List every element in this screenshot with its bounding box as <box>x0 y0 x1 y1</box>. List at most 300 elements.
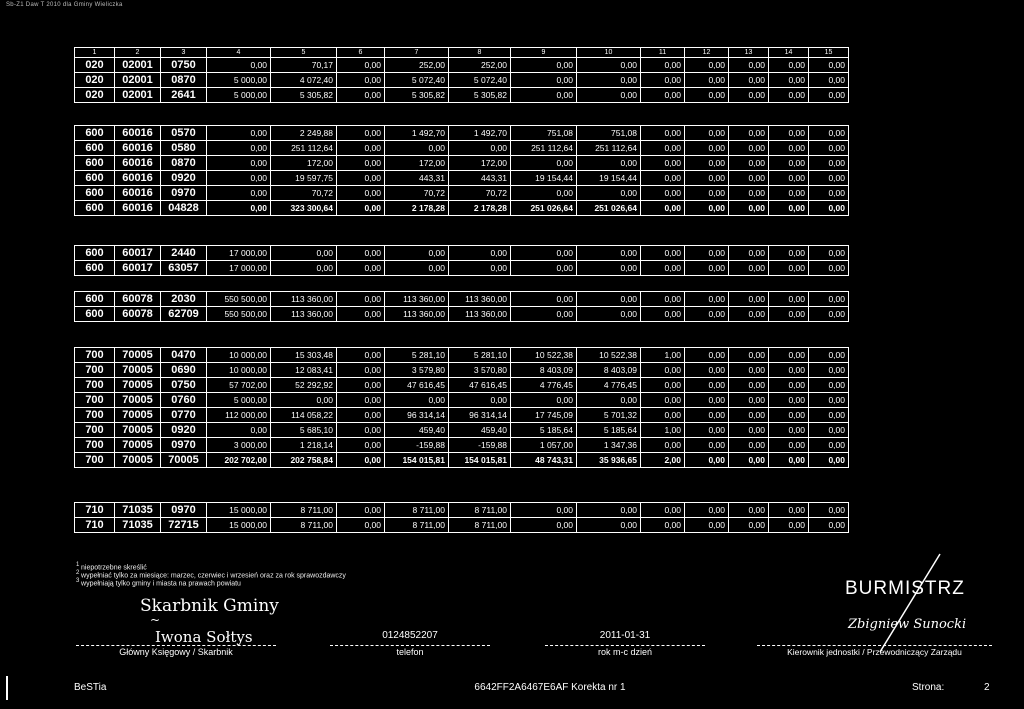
amount-cell: 0,00 <box>729 246 769 261</box>
footnote <box>76 578 241 587</box>
amount-cell: 5 072,40 <box>449 73 511 88</box>
paragraf-cell: 2440 <box>161 246 207 261</box>
amount-cell: 0,00 <box>809 438 849 453</box>
amount-cell: 0,00 <box>769 378 809 393</box>
amount-cell: 0,00 <box>769 518 809 533</box>
amount-cell: 0,00 <box>809 518 849 533</box>
phone-caption: telefon <box>396 647 424 657</box>
amount-cell: 0,00 <box>729 378 769 393</box>
amount-cell: 0,00 <box>577 292 641 307</box>
amount-cell: 0,00 <box>729 126 769 141</box>
paragraf-cell: 0570 <box>161 126 207 141</box>
column-header: 9 <box>511 48 577 58</box>
left-rule <box>6 676 8 700</box>
amount-cell: 252,00 <box>449 58 511 73</box>
amount-cell: 550 500,00 <box>207 307 271 322</box>
amount-cell: 0,00 <box>641 363 685 378</box>
amount-cell: 251 112,64 <box>577 141 641 156</box>
amount-cell: 459,40 <box>449 423 511 438</box>
amount-cell: 0,00 <box>729 503 769 518</box>
amount-cell: 0,00 <box>769 503 809 518</box>
rozdzial-cell: 60016 <box>115 171 161 186</box>
amount-cell: 0,00 <box>769 126 809 141</box>
amount-cell: 0,00 <box>577 73 641 88</box>
dzial-cell: 700 <box>75 453 115 468</box>
amount-cell: 0,00 <box>577 58 641 73</box>
amount-cell: 114 058,22 <box>271 408 337 423</box>
dzial-cell: 700 <box>75 408 115 423</box>
dzial-cell: 600 <box>75 201 115 216</box>
table-row <box>75 438 849 453</box>
amount-cell: 0,00 <box>769 307 809 322</box>
amount-cell: 0,00 <box>641 261 685 276</box>
table-row <box>75 348 849 363</box>
table-row <box>75 408 849 423</box>
amount-cell: 0,00 <box>337 503 385 518</box>
table-row <box>75 88 849 103</box>
footnote-text: wypełniać tylko za miesiące: marzec, czerwiec i wrzesień oraz za rok sprawozdawczy <box>81 572 346 580</box>
amount-cell: 154 015,81 <box>449 453 511 468</box>
amount-cell: 5 000,00 <box>207 393 271 408</box>
amount-cell: 0,00 <box>809 201 849 216</box>
amount-cell: 0,00 <box>729 453 769 468</box>
rozdzial-cell: 71035 <box>115 518 161 533</box>
dzial-cell: 700 <box>75 423 115 438</box>
amount-cell: 5 072,40 <box>385 73 449 88</box>
amount-cell: 5 000,00 <box>207 73 271 88</box>
rozdzial-cell: 60016 <box>115 201 161 216</box>
amount-cell: 459,40 <box>385 423 449 438</box>
dzial-cell: 600 <box>75 292 115 307</box>
phone-line <box>330 645 490 646</box>
amount-cell: 3 570,80 <box>449 363 511 378</box>
mayor-stamp-title: BURMISTRZ <box>845 578 965 599</box>
amount-cell: 10 000,00 <box>207 363 271 378</box>
amount-cell: 5 281,10 <box>449 348 511 363</box>
amount-cell: 5 281,10 <box>385 348 449 363</box>
amount-cell: 0,00 <box>511 58 577 73</box>
amount-cell: 17 745,09 <box>511 408 577 423</box>
amount-cell: 0,00 <box>337 348 385 363</box>
table-row <box>75 141 849 156</box>
paragraf-cell: 0750 <box>161 378 207 393</box>
amount-cell: 251 112,64 <box>511 141 577 156</box>
mayor-signature-mark <box>840 548 970 658</box>
amount-cell: 0,00 <box>271 393 337 408</box>
header-line: Sb-Z1 Daw T 2010 dla Gminy Wieliczka <box>6 2 123 8</box>
dzial-cell: 600 <box>75 171 115 186</box>
rozdzial-cell: 02001 <box>115 73 161 88</box>
amount-cell: 0,00 <box>729 141 769 156</box>
footnote-number: 2 <box>76 570 82 576</box>
amount-cell: 0,00 <box>685 186 729 201</box>
amount-cell: 113 360,00 <box>385 307 449 322</box>
amount-cell: 0,00 <box>809 453 849 468</box>
table-row <box>75 393 849 408</box>
amount-cell: 252,00 <box>385 58 449 73</box>
amount-cell: 0,00 <box>511 156 577 171</box>
amount-cell: 0,00 <box>641 307 685 322</box>
column-header: 10 <box>577 48 641 58</box>
amount-cell: 0,00 <box>769 201 809 216</box>
footnote-number: 3 <box>76 578 82 584</box>
amount-cell: 0,00 <box>577 393 641 408</box>
column-header: 7 <box>385 48 449 58</box>
amount-cell: 0,00 <box>337 261 385 276</box>
amount-cell: 0,00 <box>729 292 769 307</box>
amount-cell: 10 000,00 <box>207 348 271 363</box>
amount-cell: 0,00 <box>809 423 849 438</box>
amount-cell: 4 776,45 <box>511 378 577 393</box>
amount-cell: 0,00 <box>809 348 849 363</box>
amount-cell: 0,00 <box>769 393 809 408</box>
amount-cell: 0,00 <box>577 246 641 261</box>
amount-cell: 8 711,00 <box>385 503 449 518</box>
mayor-caption: Kierownik jednostki / Przewodniczący Zarządu <box>787 647 962 657</box>
rozdzial-cell: 71035 <box>115 503 161 518</box>
amount-cell: 0,00 <box>449 141 511 156</box>
column-header: 1 <box>75 48 115 58</box>
amount-cell: 0,00 <box>685 393 729 408</box>
amount-cell: 0,00 <box>769 261 809 276</box>
amount-cell: 0,00 <box>337 171 385 186</box>
rozdzial-cell: 70005 <box>115 453 161 468</box>
date-caption: rok m-c dzień <box>597 647 652 657</box>
amount-cell: 751,08 <box>511 126 577 141</box>
amount-cell: 0,00 <box>511 186 577 201</box>
amount-cell: 113 360,00 <box>449 307 511 322</box>
paragraf-cell: 0870 <box>161 73 207 88</box>
amount-cell: 0,00 <box>685 378 729 393</box>
amount-cell: 0,00 <box>685 408 729 423</box>
amount-cell: 0,00 <box>337 438 385 453</box>
rozdzial-cell: 70005 <box>115 408 161 423</box>
rozdzial-cell: 70005 <box>115 363 161 378</box>
amount-cell: 0,00 <box>337 307 385 322</box>
amount-cell: 0,00 <box>729 73 769 88</box>
amount-cell: 0,00 <box>769 438 809 453</box>
table-block <box>74 47 849 103</box>
amount-cell: 154 015,81 <box>385 453 449 468</box>
amount-cell: 0,00 <box>577 156 641 171</box>
amount-cell: 0,00 <box>809 503 849 518</box>
amount-cell: 0,00 <box>729 261 769 276</box>
amount-cell: 0,00 <box>809 171 849 186</box>
amount-cell: 172,00 <box>385 156 449 171</box>
amount-cell: 0,00 <box>769 88 809 103</box>
amount-cell: 0,00 <box>385 246 449 261</box>
table-row <box>75 307 849 322</box>
dzial-cell: 600 <box>75 246 115 261</box>
amount-cell: 8 711,00 <box>449 518 511 533</box>
amount-cell: 1 492,70 <box>385 126 449 141</box>
column-header-row <box>75 48 849 58</box>
amount-cell: 17 000,00 <box>207 246 271 261</box>
amount-cell: 0,00 <box>641 378 685 393</box>
amount-cell: 0,00 <box>685 261 729 276</box>
paragraf-cell: 70005 <box>161 453 207 468</box>
amount-cell: 0,00 <box>207 141 271 156</box>
treasurer-signature: ~ <box>150 613 161 627</box>
paragraf-cell: 0760 <box>161 393 207 408</box>
amount-cell: 0,00 <box>729 363 769 378</box>
amount-cell: 0,00 <box>207 126 271 141</box>
table-row <box>75 261 849 276</box>
dzial-cell: 600 <box>75 186 115 201</box>
amount-cell: 0,00 <box>729 58 769 73</box>
dzial-cell: 020 <box>75 73 115 88</box>
amount-cell: 113 360,00 <box>271 307 337 322</box>
amount-cell: 113 360,00 <box>385 292 449 307</box>
column-header: 15 <box>809 48 849 58</box>
column-header: 6 <box>337 48 385 58</box>
amount-cell: 15 303,48 <box>271 348 337 363</box>
amount-cell: 0,00 <box>337 378 385 393</box>
amount-cell: 0,00 <box>449 246 511 261</box>
amount-cell: 0,00 <box>337 156 385 171</box>
paragraf-cell: 0580 <box>161 141 207 156</box>
column-header: 3 <box>161 48 207 58</box>
rozdzial-cell: 60016 <box>115 186 161 201</box>
paragraf-cell: 0870 <box>161 156 207 171</box>
amount-cell: 172,00 <box>271 156 337 171</box>
table-row <box>75 423 849 438</box>
table-block <box>74 502 849 533</box>
amount-cell: 0,00 <box>511 246 577 261</box>
amount-cell: 0,00 <box>729 186 769 201</box>
treasurer-stamp-title: Skarbnik Gminy <box>140 596 279 616</box>
phone-value: 0124852207 <box>382 630 438 641</box>
amount-cell: 5 305,82 <box>449 88 511 103</box>
amount-cell: 0,00 <box>769 156 809 171</box>
amount-cell: 0,00 <box>577 307 641 322</box>
treasurer-line <box>76 645 276 646</box>
amount-cell: 1,00 <box>641 348 685 363</box>
amount-cell: 0,00 <box>641 201 685 216</box>
amount-cell: 0,00 <box>685 503 729 518</box>
amount-cell: 0,00 <box>809 292 849 307</box>
footnote-text: wypełniają tylko gminy i miasta na prawach powiatu <box>81 580 241 588</box>
amount-cell: 0,00 <box>337 73 385 88</box>
amount-cell: 0,00 <box>337 246 385 261</box>
column-header: 12 <box>685 48 729 58</box>
rozdzial-cell: 70005 <box>115 348 161 363</box>
amount-cell: 8 711,00 <box>271 518 337 533</box>
amount-cell: 0,00 <box>641 186 685 201</box>
paragraf-cell: 0470 <box>161 348 207 363</box>
amount-cell: 5 185,64 <box>511 423 577 438</box>
amount-cell: 0,00 <box>511 292 577 307</box>
table-row <box>75 201 849 216</box>
amount-cell: 0,00 <box>769 363 809 378</box>
amount-cell: 70,17 <box>271 58 337 73</box>
amount-cell: 0,00 <box>207 156 271 171</box>
amount-cell: 1 492,70 <box>449 126 511 141</box>
amount-cell: 0,00 <box>685 438 729 453</box>
rozdzial-cell: 60017 <box>115 261 161 276</box>
amount-cell: 0,00 <box>337 292 385 307</box>
amount-cell: 323 300,64 <box>271 201 337 216</box>
dzial-cell: 700 <box>75 363 115 378</box>
amount-cell: 0,00 <box>685 423 729 438</box>
amount-cell: 4 072,40 <box>271 73 337 88</box>
amount-cell: 0,00 <box>685 88 729 103</box>
amount-cell: 0,00 <box>511 261 577 276</box>
amount-cell: 0,00 <box>271 261 337 276</box>
paragraf-cell: 04828 <box>161 201 207 216</box>
amount-cell: 0,00 <box>337 88 385 103</box>
amount-cell: 443,31 <box>449 171 511 186</box>
amount-cell: 251 026,64 <box>577 201 641 216</box>
amount-cell: 0,00 <box>685 126 729 141</box>
paragraf-cell: 0970 <box>161 503 207 518</box>
amount-cell: -159,88 <box>449 438 511 453</box>
amount-cell: 0,00 <box>511 518 577 533</box>
amount-cell: 19 154,44 <box>577 171 641 186</box>
amount-cell: 172,00 <box>449 156 511 171</box>
amount-cell: 0,00 <box>337 453 385 468</box>
paragraf-cell: 0920 <box>161 171 207 186</box>
amount-cell: 0,00 <box>685 348 729 363</box>
paragraf-cell: 0770 <box>161 408 207 423</box>
footer-page-label: Strona: <box>912 682 945 693</box>
table-row <box>75 73 849 88</box>
amount-cell: 70,72 <box>449 186 511 201</box>
amount-cell: 0,00 <box>809 141 849 156</box>
amount-cell: 1,00 <box>641 423 685 438</box>
table-row <box>75 453 849 468</box>
column-header: 4 <box>207 48 271 58</box>
amount-cell: 8 711,00 <box>385 518 449 533</box>
amount-cell: 12 083,41 <box>271 363 337 378</box>
dzial-cell: 710 <box>75 518 115 533</box>
amount-cell: 0,00 <box>769 58 809 73</box>
amount-cell: 8 403,09 <box>577 363 641 378</box>
date-line <box>545 645 705 646</box>
dzial-cell: 600 <box>75 126 115 141</box>
amount-cell: 0,00 <box>337 393 385 408</box>
amount-cell: 0,00 <box>769 423 809 438</box>
dzial-cell: 700 <box>75 438 115 453</box>
amount-cell: 0,00 <box>729 171 769 186</box>
dzial-cell: 710 <box>75 503 115 518</box>
amount-cell: 0,00 <box>729 307 769 322</box>
rozdzial-cell: 02001 <box>115 88 161 103</box>
rozdzial-cell: 60078 <box>115 292 161 307</box>
amount-cell: 0,00 <box>685 141 729 156</box>
paragraf-cell: 2030 <box>161 292 207 307</box>
rozdzial-cell: 60017 <box>115 246 161 261</box>
amount-cell: 15 000,00 <box>207 503 271 518</box>
amount-cell: 0,00 <box>809 307 849 322</box>
rozdzial-cell: 60016 <box>115 141 161 156</box>
amount-cell: 19 597,75 <box>271 171 337 186</box>
amount-cell: 52 292,92 <box>271 378 337 393</box>
treasurer-stamp-name: Iwona Sołtys <box>155 628 253 646</box>
treasurer-caption: Główny Księgowy / Skarbnik <box>119 647 233 657</box>
amount-cell: 0,00 <box>809 378 849 393</box>
table-row <box>75 58 849 73</box>
table-row <box>75 126 849 141</box>
paragraf-cell: 0750 <box>161 58 207 73</box>
footer-app: BeSTia <box>74 682 107 693</box>
table-block <box>74 291 849 322</box>
column-header: 14 <box>769 48 809 58</box>
amount-cell: 0,00 <box>685 453 729 468</box>
amount-cell: 0,00 <box>577 518 641 533</box>
amount-cell: 0,00 <box>809 156 849 171</box>
column-header: 5 <box>271 48 337 58</box>
amount-cell: 0,00 <box>809 408 849 423</box>
amount-cell: 0,00 <box>337 58 385 73</box>
paragraf-cell: 62709 <box>161 307 207 322</box>
amount-cell: 0,00 <box>511 307 577 322</box>
table-row <box>75 518 849 533</box>
amount-cell: 0,00 <box>641 393 685 408</box>
amount-cell: 5 185,64 <box>577 423 641 438</box>
rozdzial-cell: 70005 <box>115 378 161 393</box>
column-header: 11 <box>641 48 685 58</box>
amount-cell: 47 616,45 <box>385 378 449 393</box>
table-block <box>74 125 849 216</box>
amount-cell: 0,00 <box>769 292 809 307</box>
amount-cell: 48 743,31 <box>511 453 577 468</box>
amount-cell: 3 579,80 <box>385 363 449 378</box>
footer-page-number: 2 <box>984 682 990 693</box>
amount-cell: 0,00 <box>337 408 385 423</box>
amount-cell: 0,00 <box>577 186 641 201</box>
amount-cell: 0,00 <box>641 73 685 88</box>
amount-cell: -159,88 <box>385 438 449 453</box>
amount-cell: 0,00 <box>729 518 769 533</box>
amount-cell: 15 000,00 <box>207 518 271 533</box>
table-block <box>74 347 849 468</box>
amount-cell: 0,00 <box>809 363 849 378</box>
amount-cell: 0,00 <box>809 73 849 88</box>
amount-cell: 5 000,00 <box>207 88 271 103</box>
amount-cell: 251 026,64 <box>511 201 577 216</box>
amount-cell: 8 711,00 <box>449 503 511 518</box>
amount-cell: 0,00 <box>809 246 849 261</box>
amount-cell: 202 702,00 <box>207 453 271 468</box>
amount-cell: 0,00 <box>337 363 385 378</box>
amount-cell: 0,00 <box>769 141 809 156</box>
amount-cell: 1 057,00 <box>511 438 577 453</box>
amount-cell: 112 000,00 <box>207 408 271 423</box>
amount-cell: 0,00 <box>449 393 511 408</box>
dzial-cell: 600 <box>75 141 115 156</box>
amount-cell: 0,00 <box>577 503 641 518</box>
amount-cell: 5 701,32 <box>577 408 641 423</box>
footnote-number: 1 <box>76 562 82 568</box>
amount-cell: 2,00 <box>641 453 685 468</box>
paragraf-cell: 0970 <box>161 186 207 201</box>
paragraf-cell: 0920 <box>161 423 207 438</box>
amount-cell: 0,00 <box>685 73 729 88</box>
amount-cell: 0,00 <box>809 126 849 141</box>
amount-cell: 8 711,00 <box>271 503 337 518</box>
amount-cell: 113 360,00 <box>271 292 337 307</box>
amount-cell: 5 305,82 <box>385 88 449 103</box>
amount-cell: 0,00 <box>769 171 809 186</box>
dzial-cell: 600 <box>75 156 115 171</box>
amount-cell: 0,00 <box>809 393 849 408</box>
amount-cell: 1 347,36 <box>577 438 641 453</box>
table-row <box>75 246 849 261</box>
dzial-cell: 700 <box>75 378 115 393</box>
amount-cell: 0,00 <box>769 246 809 261</box>
amount-cell: 0,00 <box>641 438 685 453</box>
